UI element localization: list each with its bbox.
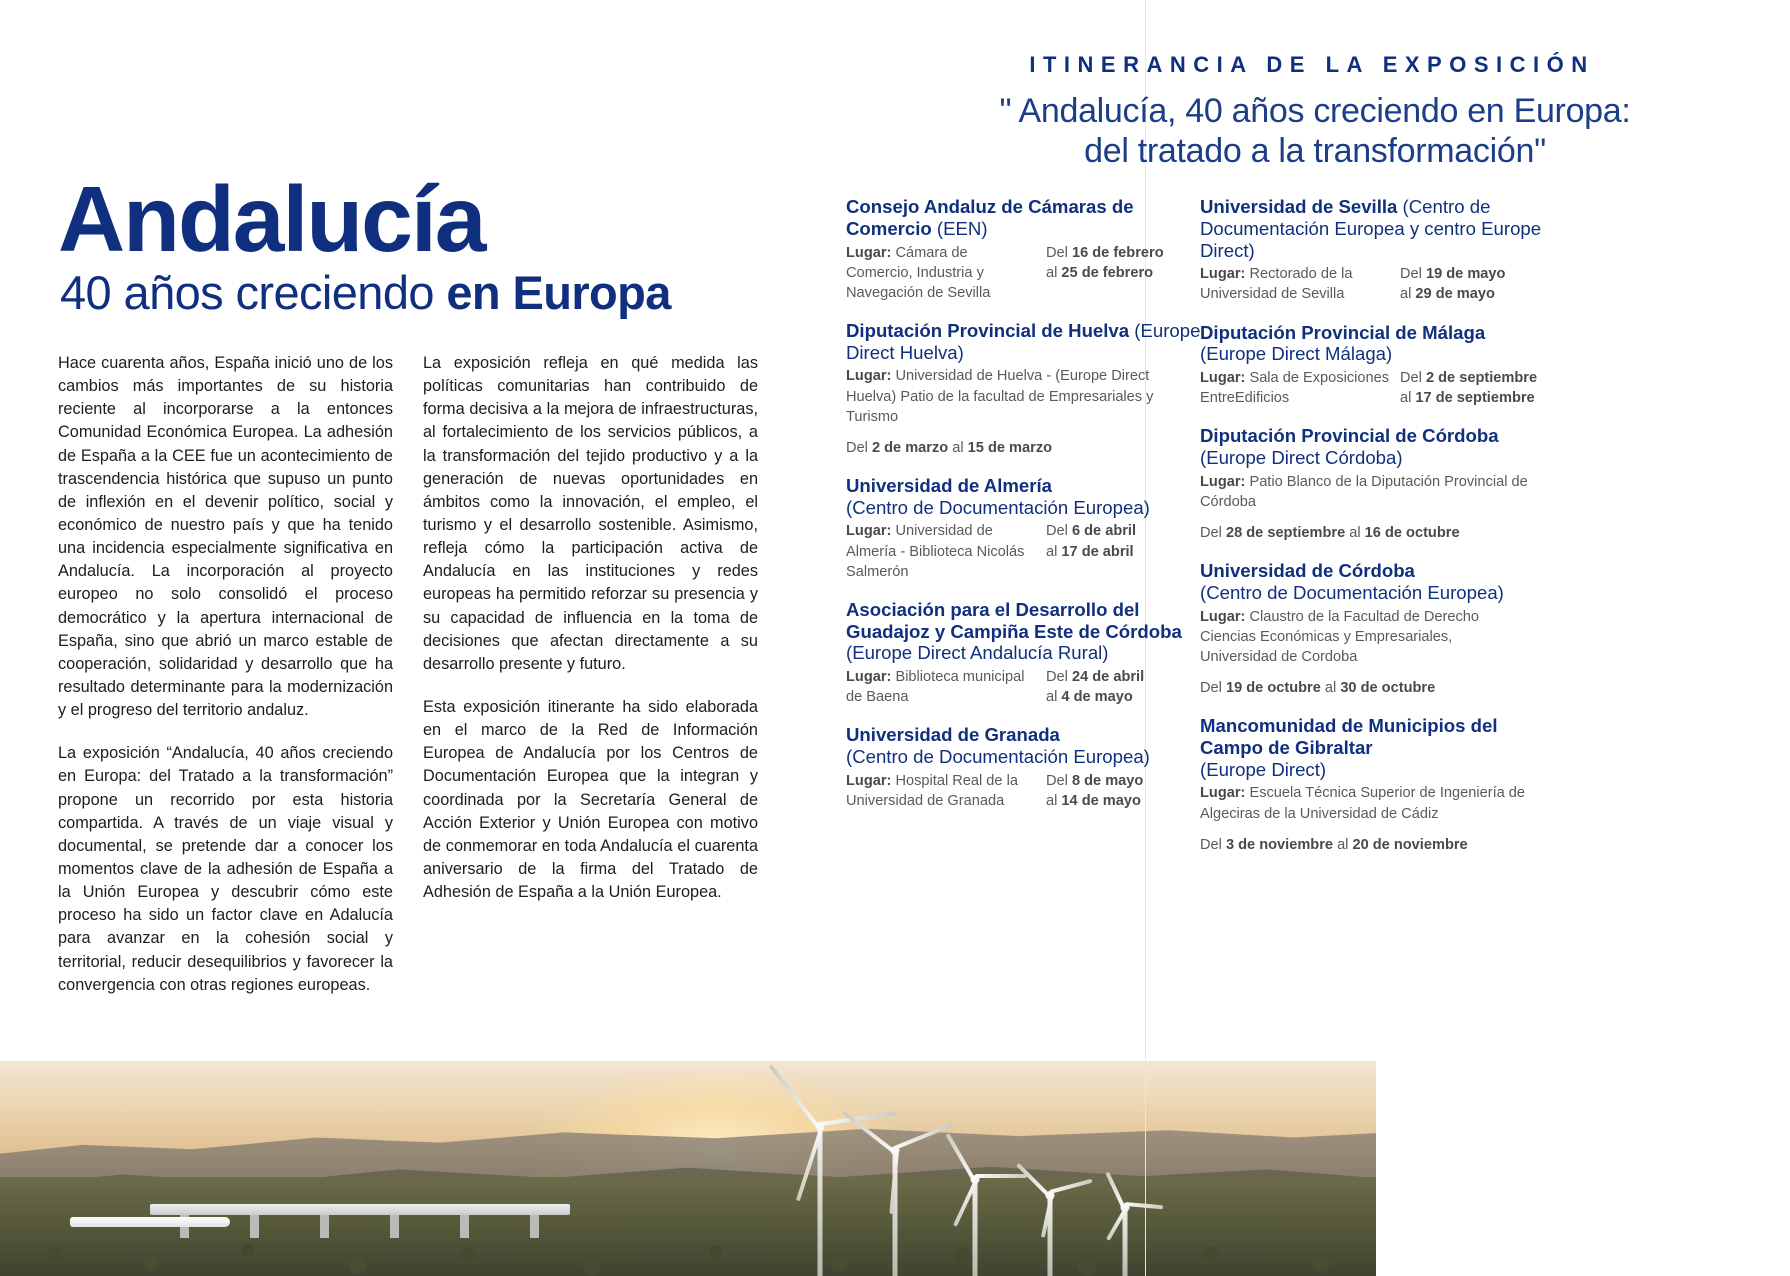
entry-name-line2: (Centro de Documentación Europea) — [1200, 581, 1504, 603]
itinerary-entry-place: Lugar: Patio Blanco de la Diputación Provincial de Córdoba — [1200, 473, 1528, 510]
itinerary-entry-name — [846, 599, 1206, 664]
itinerary-entry-place: Lugar: Escuela Técnica Superior de Ingeniería de Algeciras de la Universidad de Cádiz — [1200, 785, 1526, 822]
itinerary-entry-body — [1200, 368, 1560, 408]
itinerary-entry-place: Lugar: Hospital Real de la Universidad de Granada — [846, 772, 1018, 809]
itinerary-entry — [846, 599, 1206, 708]
date-start: 3 de noviembre — [1225, 836, 1334, 853]
itinerary-entry — [846, 196, 1206, 303]
itinerary-entry — [1200, 425, 1560, 543]
itinerary-entry — [846, 475, 1206, 582]
itinerary-section — [840, 0, 1790, 1276]
date-end: 14 de mayo — [1061, 792, 1141, 809]
itinerary-entry-body — [1200, 607, 1560, 667]
intro-paragraph: La exposición refleja en qué medida las políticas comunitarias han contribuido de forma decisiva a la mejora de infraestructuras, al fortalecimiento de los servicios públicos, a la transformación del tejido productivo y a la generación de nuevas oportunidades en ámbitos como la innovación, el empleo, el turismo y el desarrollo sostenible. Asimismo, refleja cómo la participación activa de Andalucía en las instituciones y redes europeas ha permitido reforzar su presencia y su capacidad de influencia en la toma de decisiones que afectan directamente a su desarrollo presente y futuro. — [423, 354, 758, 673]
intro-column-1 — [58, 352, 393, 1017]
entry-name-bold: Universidad de Córdoba — [1200, 560, 1415, 582]
entry-name-bold: Asociación para el Desarrollo del Guadajoz y Campiña Este de Córdoba — [846, 598, 1182, 642]
itinerary-entry — [1200, 196, 1560, 305]
itinerary-entry-dates: Del 19 de octubre al 30 de octubre — [1200, 680, 1436, 696]
date-end: 17 de abril — [1061, 543, 1134, 560]
itinerary-entry-name — [846, 196, 1206, 240]
itinerary-entry-dates: Del 24 de abril al 4 de mayo — [1046, 669, 1145, 706]
date-end: 15 de marzo — [967, 439, 1053, 456]
entry-name-bold: Universidad de Sevilla — [1200, 196, 1398, 217]
entry-name-bold: Mancomunidad de Municipios del Campo de Gibraltar — [1200, 715, 1498, 758]
subtitle-plain: 40 años creciendo — [60, 266, 447, 320]
itinerary-entry-dates: Del 3 de noviembre al 20 de noviembre — [1200, 836, 1468, 853]
itinerary-entry-dates: Del 16 de febrero al 25 de febrero — [1046, 244, 1164, 281]
itinerary-entry-place: Lugar: Universidad de Huelva - (Europe Direct Huelva) Patio de la facultad de Empresariales y Turismo — [846, 368, 1154, 425]
itinerary-entry-name — [846, 475, 1206, 519]
subtitle-bold: en Europa — [446, 266, 671, 320]
date-start: 2 de marzo — [871, 439, 949, 456]
itinerary-entry-body — [1200, 472, 1560, 512]
itinerary-entry-place: Lugar: Sala de Exposiciones EntreEdificios — [1200, 370, 1389, 407]
itinerary-entry-dates: Del 28 de septiembre al 16 de octubre — [1200, 525, 1460, 541]
itinerary-entry — [1200, 322, 1560, 409]
entry-name-bold: Diputación Provincial de Córdoba — [1200, 425, 1499, 447]
date-end: 29 de mayo — [1415, 286, 1495, 303]
entry-name-light: (Centro de Documentación Europea y centro Europe Direct) — [1200, 196, 1542, 261]
date-start: 2 de septiembre — [1425, 370, 1538, 386]
entry-name-line2: (Centro de Documentación Europea) — [846, 746, 1150, 767]
itinerary-entry-dates: Del 8 de mayo al 14 de mayo — [1046, 772, 1144, 809]
exhibition-title-quote — [840, 92, 1790, 172]
itinerary-entry-name — [1200, 715, 1560, 780]
intro-paragraph: Esta exposición itinerante ha sido elaborada en el marco de la Red de Información Europea de Andalucía por los Centros de Documentación Europea que la integran y coordinada por la Secretaría General de Acción Exterior y Unión Europea con motivo de conmemorar en toda Andalucía el cuarenta aniversario de la firma del Tratado de Adhesión de España a la Unión Europea. — [423, 697, 758, 902]
itinerary-kicker: ITINERANCIA DE LA EXPOSICIÓN — [1029, 52, 1595, 77]
itinerary-entry-place: Lugar: Claustro de la Facultad de Derecho Ciencias Económicas y Empresariales, Universidad de Cordoba — [1200, 608, 1480, 665]
lugar-label: Lugar: — [1200, 266, 1246, 283]
itinerary-entry-body — [1200, 264, 1560, 304]
entry-name-bold: Diputación Provincial de Málaga — [1200, 321, 1486, 343]
entry-name-light: (EEN) — [931, 217, 988, 239]
lugar-label: Lugar: — [1200, 473, 1246, 490]
itinerary-entry — [1200, 715, 1560, 855]
quote-line-2: del tratado a la transformación" — [1084, 131, 1546, 170]
lugar-label: Lugar: — [846, 669, 892, 685]
date-end: 20 de noviembre — [1352, 836, 1468, 853]
lugar-label: Lugar: — [846, 772, 892, 789]
entry-name-bold: Diputación Provincial de Huelva — [846, 319, 1130, 341]
turbine-mast — [818, 1126, 823, 1276]
itinerary-entry-name — [1200, 322, 1560, 366]
entry-name-light: (Europe Direct Huelva) — [846, 319, 1201, 363]
page-title: Andalucía — [58, 167, 485, 271]
editorial-section — [0, 0, 800, 1276]
date-start: 6 de abril — [1071, 523, 1137, 540]
lugar-label: Lugar: — [1200, 370, 1246, 386]
itinerary-entry-body — [846, 521, 1206, 581]
itinerary-entry-dates: Del 2 de septiembre al 17 de septiembre — [1400, 370, 1538, 407]
itinerary-entry-place: Lugar: Cámara de Comercio, Industria y Navegación de Sevilla — [846, 244, 991, 301]
date-start: 8 de mayo — [1071, 772, 1144, 789]
date-start: 19 de octubre — [1225, 680, 1321, 696]
itinerary-entry-name — [846, 320, 1206, 364]
masthead — [58, 167, 758, 320]
lugar-label: Lugar: — [1200, 785, 1246, 802]
itinerary-entry — [1200, 560, 1560, 698]
entry-name-line2: (Centro de Documentación Europea) — [846, 496, 1150, 518]
itinerary-entry — [846, 724, 1206, 811]
itinerary-entry-body — [846, 771, 1206, 811]
entry-name-light: (Europe Direct Andalucía Rural) — [846, 642, 1109, 664]
date-end: 4 de mayo — [1061, 689, 1133, 706]
itinerary-entry-dates: Del 6 de abril al 17 de abril — [1046, 523, 1137, 560]
itinerary-entry-body — [1200, 783, 1560, 823]
entry-name-line2: (Europe Direct) — [1200, 758, 1327, 780]
date-end: 30 de octubre — [1340, 680, 1436, 696]
intro-paragraph: Hace cuarenta años, España inició uno de los cambios más importantes de su historia reciente al incorporarse a la entonces Comunidad Económica Europea. La adhesión de España a la CEE fue un acontecimiento de trascendencia histórica que supuso un punto de inflexión en el devenir político, social y económico de nuestro país y que ha tenido una incidencia especialmente significativa en Andalucía. La incorporación al proyecto europeo no solo consolidó el proceso democrático y la apertura internacional de España, sino que abrió un marco estable de cooperación, solidaridad y desarrollo que ha resultado determinante para la modernización y el progreso del territorio andaluz. — [58, 354, 393, 720]
intro-column-2 — [423, 352, 758, 1017]
date-start: 16 de febrero — [1071, 244, 1164, 261]
itinerary-column-left — [846, 196, 1206, 828]
itinerary-entry-body — [846, 366, 1206, 426]
lugar-label: Lugar: — [1200, 608, 1246, 625]
itinerary-entry-name — [1200, 425, 1560, 469]
quote-line-1: " Andalucía, 40 años creciendo en Europa: — [999, 92, 1631, 130]
date-end: 17 de septiembre — [1415, 390, 1535, 407]
itinerary-entry-dates: Del 2 de marzo al 15 de marzo — [846, 439, 1053, 456]
itinerary-entry-place: Lugar: Biblioteca municipal de Baena — [846, 669, 1025, 706]
itinerary-column-right — [1200, 196, 1560, 872]
entry-name-bold: Universidad de Granada — [846, 724, 1060, 746]
lugar-label: Lugar: — [846, 523, 892, 540]
itinerary-entry-dates: Del 19 de mayo al 29 de mayo — [1400, 266, 1506, 303]
date-end: 16 de octubre — [1364, 525, 1460, 541]
date-end: 25 de febrero — [1061, 264, 1154, 281]
entry-name-line2: (Europe Direct Málaga) — [1200, 343, 1393, 365]
itinerary-entry-name — [1200, 560, 1560, 604]
lugar-label: Lugar: — [846, 244, 892, 261]
entry-name-bold: Universidad de Almería — [846, 474, 1052, 496]
itinerary-entry-body — [846, 243, 1206, 303]
intro-columns — [58, 352, 758, 1017]
itinerary-entry-place: Lugar: Rectorado de la Universidad de Sevilla — [1200, 266, 1353, 303]
date-start: 24 de abril — [1071, 669, 1145, 685]
entry-name-light: (Europe Direct Córdoba) — [1200, 447, 1403, 468]
itinerary-entry-name — [846, 724, 1206, 768]
itinerary-entry-body — [846, 667, 1206, 707]
page-subtitle — [60, 268, 758, 318]
itinerary-entry-place: Lugar: Universidad de Almería - Biblioteca Nicolás Salmerón — [846, 523, 1025, 580]
date-start: 19 de mayo — [1425, 266, 1506, 283]
date-start: 28 de septiembre — [1225, 525, 1346, 541]
itinerary-entry-name — [1200, 196, 1560, 261]
entry-name-bold: Consejo Andaluz de Cámaras de Comercio — [846, 196, 1134, 239]
intro-paragraph: La exposición “Andalucía, 40 años creciendo en Europa: del Tratado a la transformación” propone un recorrido por esta historia compartida. A través de un viaje visual y documental, se pretende dar a conocer los momentos clave de la adhesión de España a la Unión Europea y descubrir cómo este proceso ha sido un factor clave en Adalucía para avanzar en la cohesión social y territorial, reducir desequilibrios y favorecer la convergencia con otras regiones europeas. — [58, 744, 393, 994]
lugar-label: Lugar: — [846, 368, 892, 385]
itinerary-entry — [846, 320, 1206, 458]
